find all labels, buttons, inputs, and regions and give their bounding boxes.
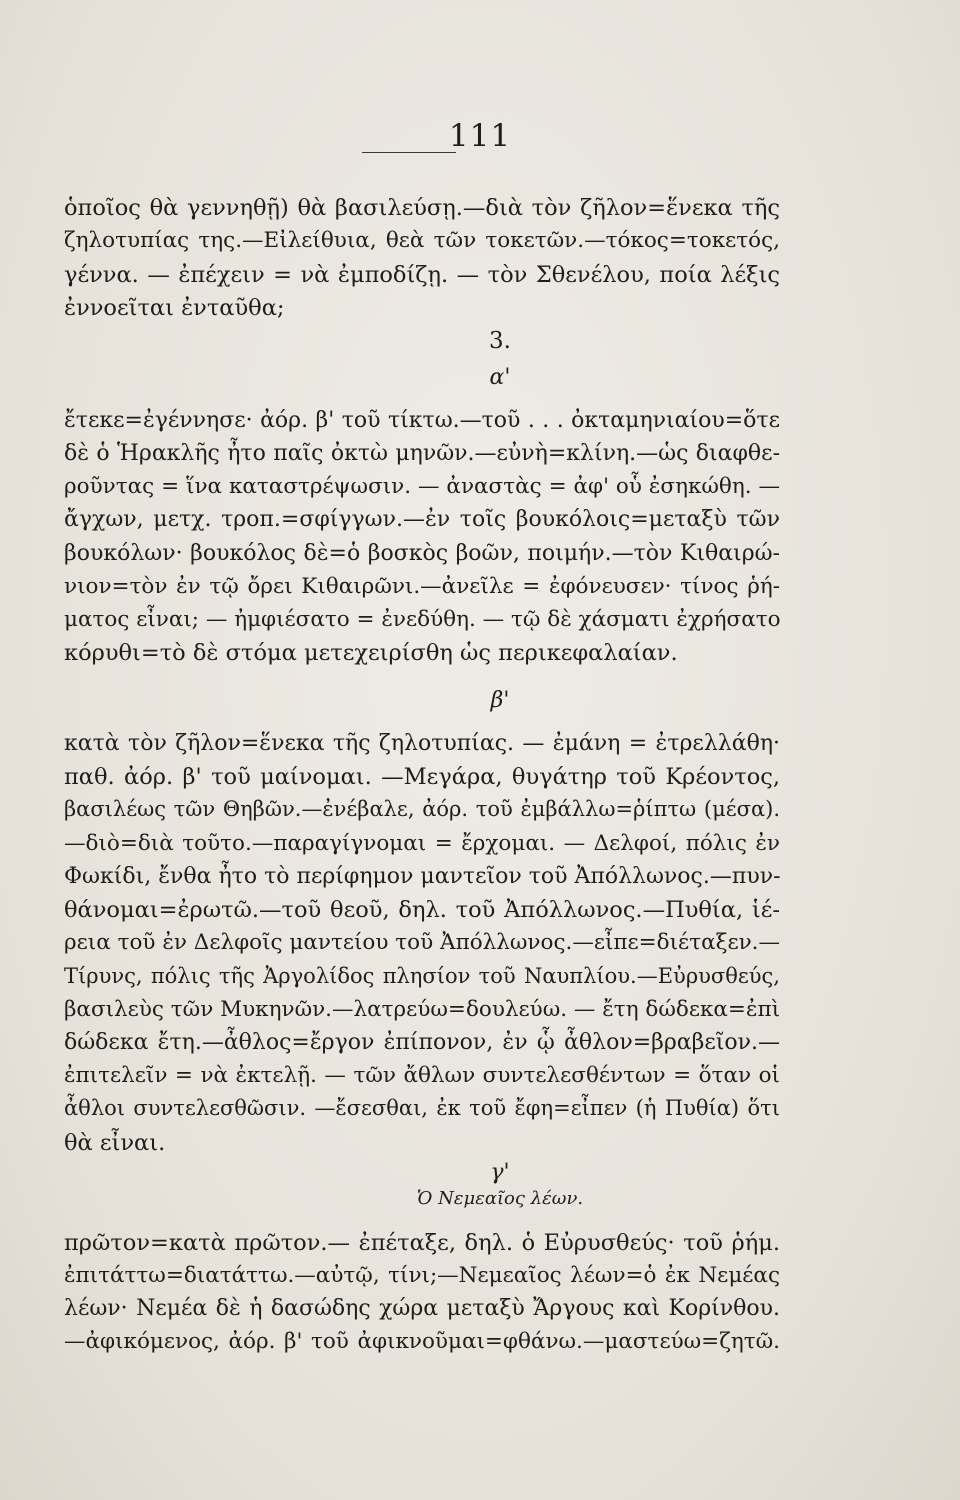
text-line: δώδεκα ἔτη.—ἆθλος=ἔργον ἐπίπονον, ἐν ᾧ ἆθλον=βραβεῖον.— [64,1030,780,1055]
text-line: Φωκίδι, ἔνθα ἦτο τὸ περίφημον μαντεῖον τοῦ Ἀπόλλωνος.—πυν- [64,864,781,889]
text-line: θάνομαι=ἐρωτῶ.—τοῦ θεοῦ, δηλ. τοῦ Ἀπόλλωνος.—Πυθία, ἱέ- [64,897,780,923]
text-line: πρῶτον=κατὰ πρῶτον.— ἐπέταξε, δηλ. ὁ Εὐρυσθεύς· τοῦ ῥήμ. [64,1230,780,1256]
text-line: —ἀφικόμενος, ἀόρ. β' τοῦ ἀφικνοῦμαι=φθάνω.—μαστεύω=ζητῶ. [64,1329,780,1354]
subsection-title: Ὁ Νεμεαῖος λέων. [416,1188,584,1209]
text-line: ἐννοεῖται ἐνταῦθα; [64,295,285,321]
text-line: ἆθλοι συντελεσθῶσιν. —ἔσεσθαι, ἐκ τοῦ ἔφη=εἶπεν (ἡ Πυθία) ὅτι [64,1096,780,1120]
text-line: κατὰ τὸν ζῆλον=ἕνεκα τῆς ζηλοτυπίας. — ἐμάνη = ἐτρελλάθη· [64,731,780,756]
text-line: ἐπιτελεῖν = νὰ ἐκτελῇ. — τῶν ἄθλων συντελεσθέντων = ὅταν οἱ [64,1063,780,1088]
text-line: ζηλοτυπίας της.—Εἰλείθυια, θεὰ τῶν τοκετῶν.—τόκος=τοκετός, [64,228,780,253]
text-line: ροῦντας = ἵνα καταστρέψωσιν. — ἀναστὰς = ἀφ' οὗ ἐσηκώθη. — [64,474,780,499]
text-line: νιον=τὸν ἐν τῷ ὄρει Κιθαιρῶνι.—ἀνεῖλε = ἐφόνευσεν· τίνος ῥή- [64,574,780,599]
subsection-marker-gamma: γ' [490,1160,510,1185]
section-number: 3. [489,328,511,354]
text-line: βασιλεὺς τῶν Μυκηνῶν.—λατρεύω=δουλεύω. — ἔτη δώδεκα=ἐπὶ [64,997,781,1022]
text-line: παθ. ἀόρ. β' τοῦ μαίνομαι. —Μεγάρα, θυγάτηρ τοῦ Κρέοντος, [64,764,780,790]
text-line: ἄγχων, μετχ. τροπ.=σφίγγων.—ἐν τοῖς βουκόλοις=μεταξὺ τῶν [64,507,780,532]
subsection-marker-beta: β' [490,688,510,713]
text-line: Τίρυνς, πόλις τῆς Ἀργολίδος πλησίον τοῦ Ναυπλίου.—Εὐρυσθεύς, [64,964,780,988]
text-line: βασιλέως τῶν Θηβῶν.—ἐνέβαλε, ἀόρ. τοῦ ἐμβάλλω=ῥίπτω (μέσα). [64,797,780,821]
text-line: ρεια τοῦ ἐν Δελφοῖς μαντείου τοῦ Ἀπόλλωνος.—εἶπε=διέταξεν.— [64,930,780,955]
text-line: κόρυθι=τὸ δὲ στόμα μετεχειρίσθη ὡς περικεφαλαίαν. [64,640,678,666]
text-line: γέννα. — ἐπέχειν = νὰ ἐμποδίζῃ. — τὸν Σθενέλου, ποία λέξις [64,262,780,288]
text-line: ὁποῖος θὰ γεννηθῇ) θὰ βασιλεύσῃ.—διὰ τὸν ζῆλον=ἕνεκα τῆς [64,195,780,221]
page-number-rule [362,152,456,153]
text-line: δὲ ὁ Ἡρακλῆς ἦτο παῖς ὀκτὼ μηνῶν.—εὐνὴ=κλίνη.—ὡς διαφθε- [64,441,780,466]
text-line: λέων· Νεμέα δὲ ἡ δασώδης χώρα μεταξὺ Ἄργους καὶ Κορίνθου. [64,1296,780,1321]
text-line: ἐπιτάττω=διατάττω.—αὐτῷ, τίνι;—Νεμεαῖος λέων=ὁ ἐκ Νεμέας [64,1263,780,1288]
subsection-marker-alpha: α' [489,365,511,390]
page-number: 111 [448,118,512,154]
text-line: ἔτεκε=ἐγέννησε· ἀόρ. β' τοῦ τίκτω.—τοῦ . . . ὀκταμηνιαίου=ὅτε [64,408,780,433]
text-line: θὰ εἶναι. [64,1130,166,1156]
text-line: βουκόλων· βουκόλος δὲ=ὁ βοσκὸς βοῶν, ποιμήν.—τὸν Κιθαιρώ- [64,541,780,566]
text-line: —διὸ=διὰ τοῦτο.—παραγίγνομαι = ἔρχομαι. — Δελφοί, πόλις ἐν [64,831,780,856]
text-line: ματος εἶναι; — ἠμφιέσατο = ἐνεδύθη. — τῷ δὲ χάσματι ἐχρήσατο [64,607,781,632]
